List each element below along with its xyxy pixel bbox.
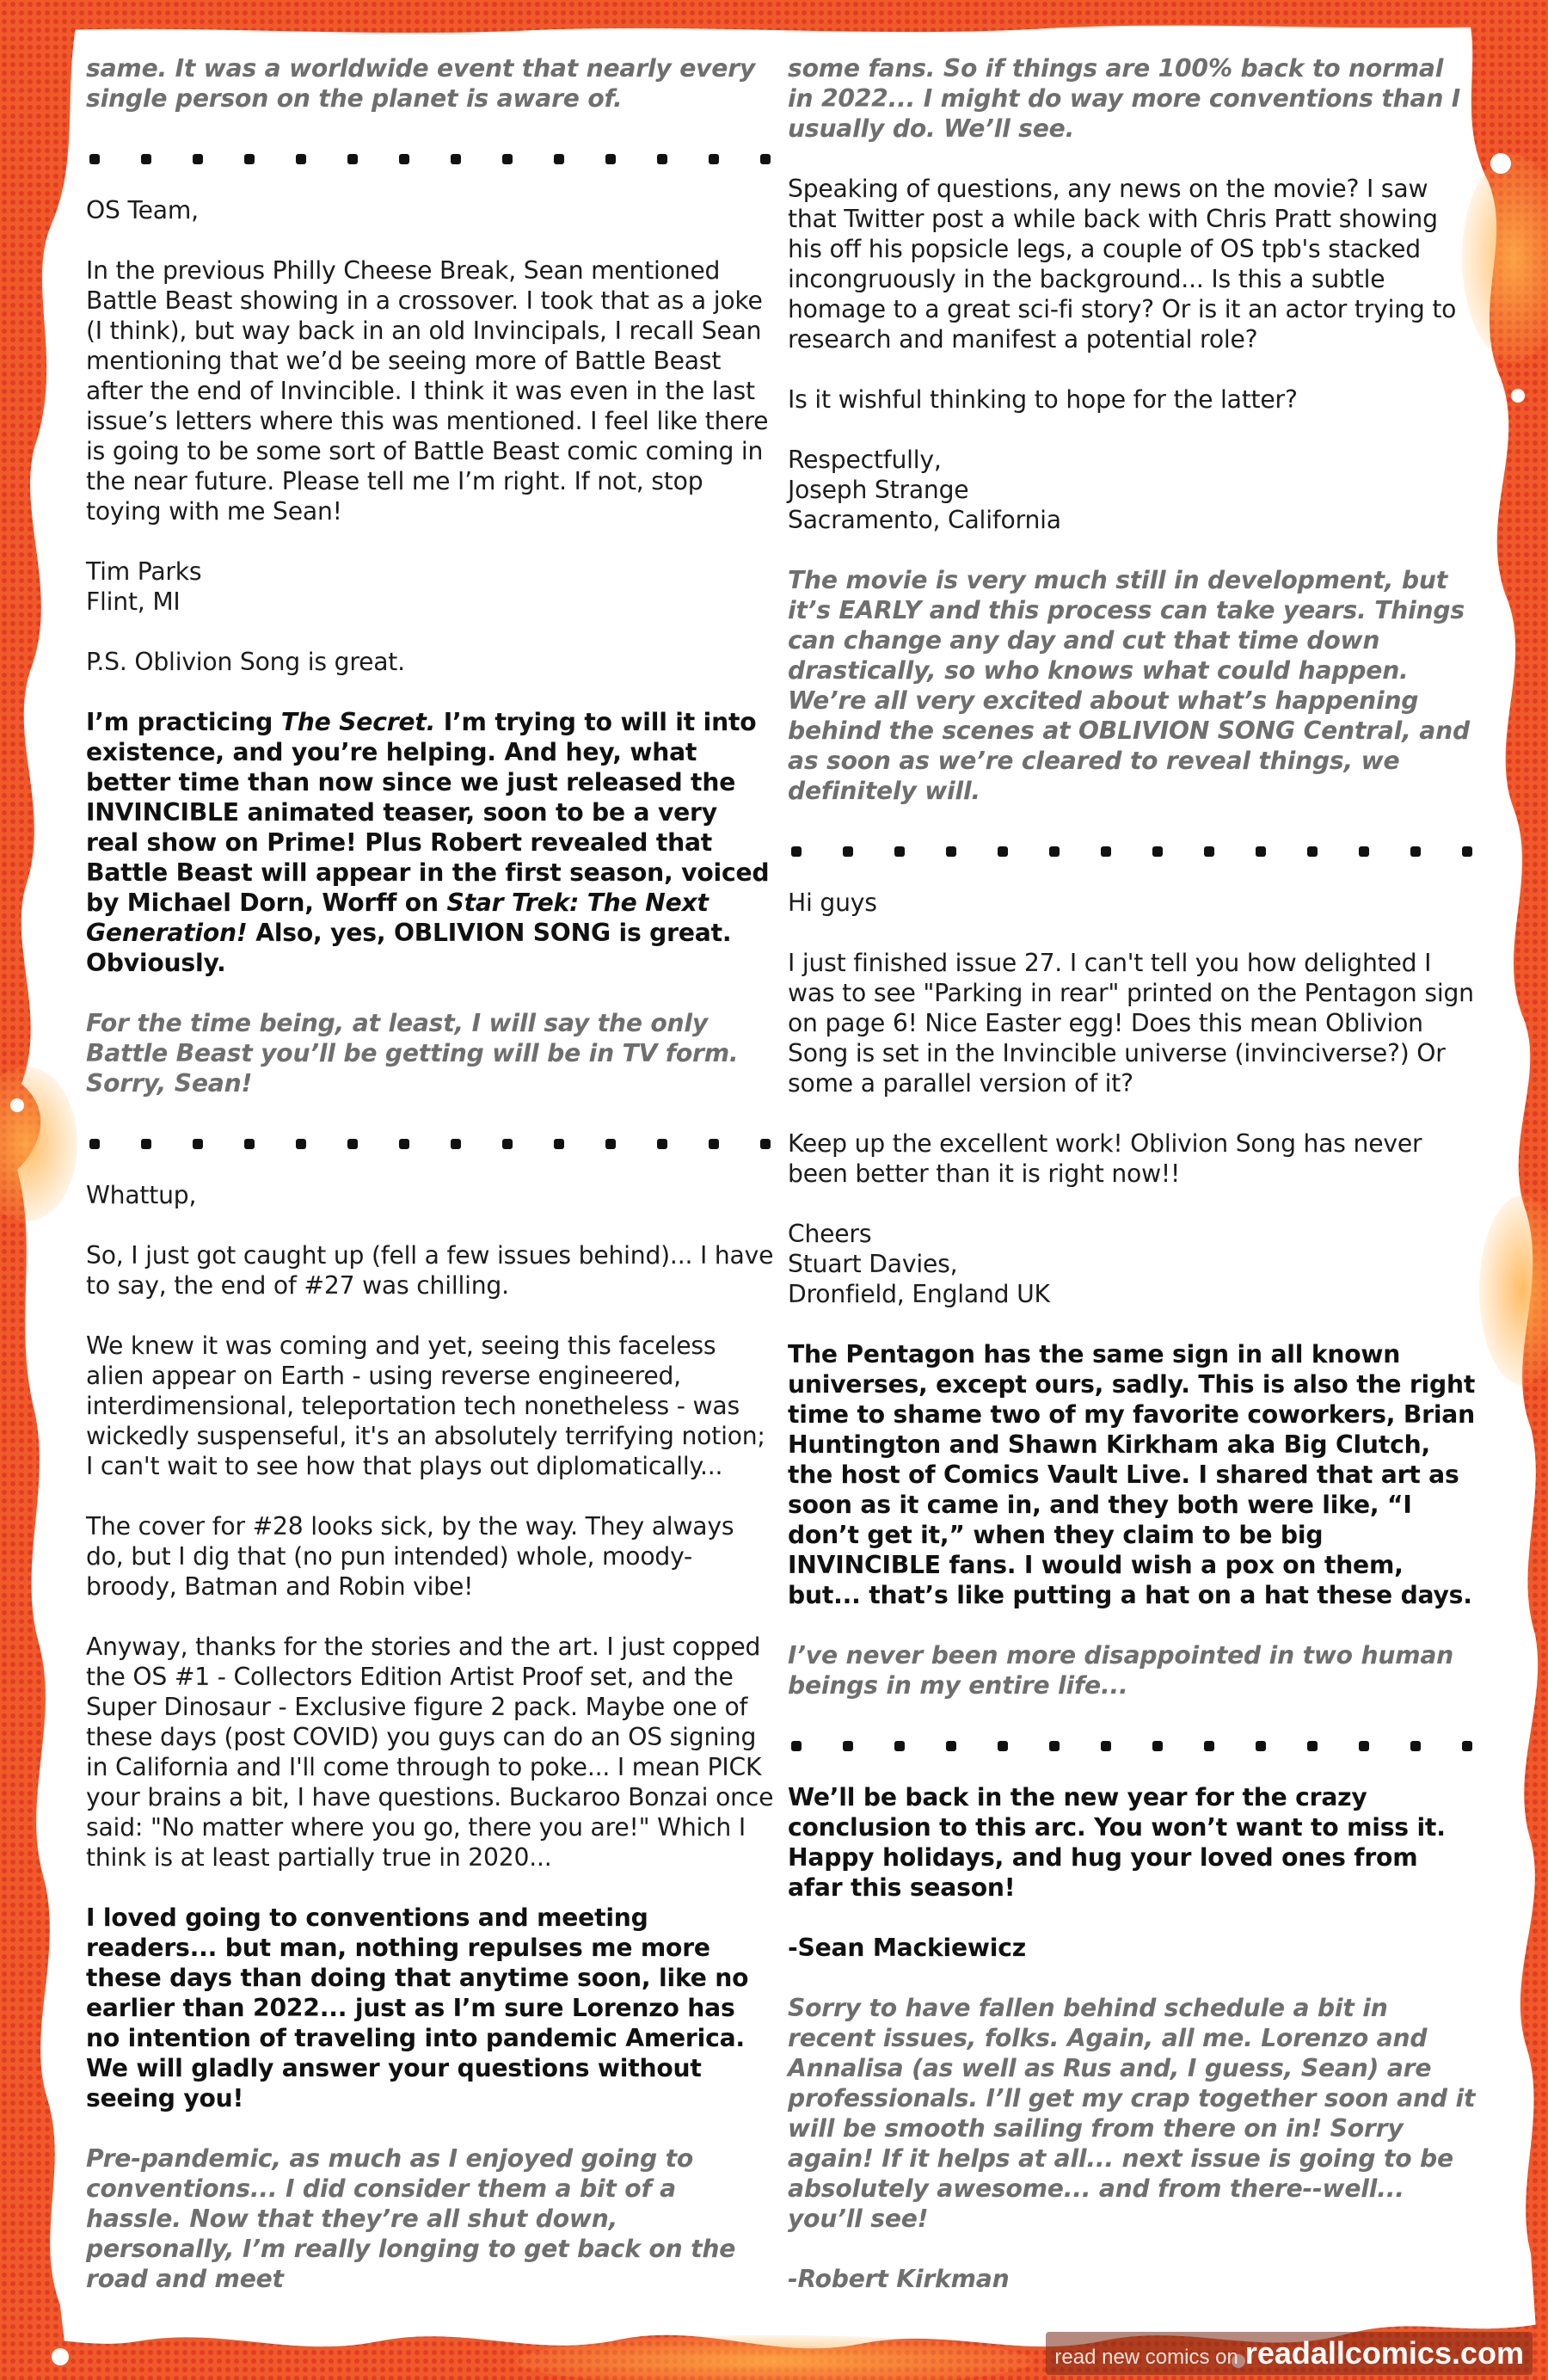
letter-body: Speaking of questions, any news on the movie? I saw that Twitter post a while back with Chris Pratt showing his off his popsicle legs, a couple of OS tpb's stacked incongruously in the background... Is this a subtle homage to a great sci-fi story? Or is it an actor trying to research and manifest a potential role? bbox=[788, 175, 1457, 354]
letter-body: We knew it was coming and yet, seeing this faceless alien appear on Earth - using reverse engineered, interdimensional, teleportation tech nonetheless - was wickedly suspenseful, it's an absolutely terrifying notion; I can't wait to see how that plays out diplomatically... bbox=[86, 1331, 765, 1480]
letter-body: I just finished issue 27. I can't tell you how delighted I was to see "Parking in rear" printed on the Pentagon sign on page 6! Nice Easter egg! Does this mean Oblivion Song is set in the Invincible universe (invinciverse?) Or some a parallel version of it? bbox=[788, 949, 1474, 1098]
creator-closing: Sorry to have fallen behind schedule a bit in recent issues, folks. Again, all me. Lorenzo and Annalisa (as well as Rus and, I guess, Sean) are professionals. I’ll get my crap together soon and it will be smooth sailing from there on in! Sorry again! If it helps at all... next issue is going to be absolutely awesome... and from there--well... you’ll see! bbox=[788, 1994, 1476, 2233]
left-column bbox=[86, 53, 774, 2324]
watermark-site-link[interactable]: readallcomics.com bbox=[1244, 2335, 1524, 2371]
letter-body: Anyway, thanks for the stories and the art. I just copped the OS #1 - Collectors Edition Artist Proof set, and the Super Dinosaur - Exclusive figure 2 pack. Maybe one of these days (post COVID) you guys can do an OS signing in California and I'll come through to poke... I mean PICK your brains a bit, I have questions. Buckaroo Bonzai once said: "No matter where you go, there you are!" Which I think is at least partially true in 2020... bbox=[86, 1633, 774, 1872]
section-separator bbox=[86, 1129, 774, 1159]
letter-body: Is it wishful thinking to hope for the latter? bbox=[788, 385, 1298, 414]
letter-body: Keep up the excellent work! Oblivion Song has never been better than it is right now!! bbox=[788, 1129, 1422, 1188]
letter-location: Dronfield, England UK bbox=[788, 1280, 1050, 1308]
letter-author: Stuart Davies, bbox=[788, 1250, 958, 1278]
letter-author: Tim Parks bbox=[86, 557, 202, 586]
letter-salutation: OS Team, bbox=[86, 196, 199, 224]
letter-signoff: Cheers bbox=[788, 1220, 872, 1248]
section-separator bbox=[788, 836, 1476, 867]
letter-ps: P.S. Oblivion Song is great. bbox=[86, 648, 405, 676]
letter-location: Flint, MI bbox=[86, 587, 181, 616]
top-border-strip bbox=[0, 0, 1548, 33]
letter-body: In the previous Philly Cheese Break, Sean mentioned Battle Beast showing in a crossover. I took that as a joke (I think), but way back in an old Invincipals, I recall Sean mentioning that we’d be seeing more of Battle Beast after the end of Invincible. I think it was even in the last issue’s letters where this was mentioned. I feel like there is going to be some sort of Battle Beast comic coming in the near future. Please tell me I’m right. If not, stop toying with me Sean! bbox=[86, 256, 769, 526]
reply-continuation: same. It was a worldwide event that nearly every single person on the planet is aware of. bbox=[86, 54, 756, 113]
creator-reply: I’ve never been more disappointed in two human beings in my entire life... bbox=[788, 1641, 1454, 1700]
letter-body: So, I just got caught up (fell a few issues behind)... I have to say, the end of #27 was chilling. bbox=[86, 1241, 774, 1300]
letter-author: Joseph Strange bbox=[788, 476, 969, 504]
signature-sean: -Sean Mackiewicz bbox=[788, 1934, 1026, 1962]
creator-reply: Pre-pandemic, as much as I enjoyed going to conventions... I did consider them a bit of a hassle. Now that they’re all shut down, personally, I’m really longing to get back on the road and meet bbox=[86, 2144, 736, 2293]
creator-reply: The movie is very much still in development, but it’s EARLY and this process can take years. Things can change any day and cut that time down drastically, so who knows what could happen. We’re all very excited about what’s happening behind the scenes at OBLIVION SONG Central, and as soon as we’re cleared to reveal things, we definitely will. bbox=[788, 566, 1470, 805]
letter-signoff: Respectfully, bbox=[788, 446, 942, 474]
letter-salutation: Whattup, bbox=[86, 1181, 197, 1209]
editor-reply: I’m practicing The Secret. I’m trying to will it into existence, and you’re helping. And hey, what better time than now since we just released the INVINCIBLE animated teaser, soon to be a very real show on Prime! Plus Robert revealed that Battle Beast will appear in the first season, voiced by Michael Dorn, Worff on Star Trek: The Next Generation! Also, yes, OBLIVION SONG is great. Obviously. bbox=[86, 708, 770, 977]
editor-reply: I loved going to conventions and meeting readers... but man, nothing repulses me more these days than doing that anytime soon, like no earlier than 2022... just as I’m sure Lorenzo has no intention of traveling into pandemic America. We will gladly answer your questions without seeing you! bbox=[86, 1903, 749, 2112]
watermark-credit[interactable] bbox=[1046, 2332, 1533, 2375]
signature-robert: -Robert Kirkman bbox=[788, 2265, 1010, 2293]
creator-reply: some fans. So if things are 100% back to normal in 2022... I might do way more conventions than I usually do. We’ll see. bbox=[788, 54, 1461, 143]
letter-body: The cover for #28 looks sick, by the way. They always do, but I dig that (no pun intended) whole, moody-broody, Batman and Robin vibe! bbox=[86, 1512, 734, 1601]
right-column bbox=[788, 53, 1476, 2324]
editor-closing: We’ll be back in the new year for the crazy conclusion to this arc. You won’t want to miss it. Happy holidays, and hug your loved ones from afar this season! bbox=[788, 1783, 1446, 1902]
letter-salutation: Hi guys bbox=[788, 889, 877, 917]
letter-location: Sacramento, California bbox=[788, 506, 1061, 534]
section-separator bbox=[86, 144, 774, 175]
section-separator bbox=[788, 1731, 1476, 1762]
editor-reply: The Pentagon has the same sign in all known universes, except ours, sadly. This is also the right time to shame two of my favorite coworkers, Brian Huntington and Shawn Kirkham aka Big Clutch, the host of Comics Vault Live. I shared that art as soon as it came in, and they both were like, “I don’t get it,” when they claim to be big INVINCIBLE fans. I would wish a pox on them, but... that’s like putting a hat on a hat these days. bbox=[788, 1340, 1476, 1609]
watermark-prefix: read new comics on bbox=[1054, 2346, 1238, 2369]
creator-reply: For the time being, at least, I will say the only Battle Beast you’ll be getting will be in TV form. Sorry, Sean! bbox=[86, 1009, 739, 1098]
